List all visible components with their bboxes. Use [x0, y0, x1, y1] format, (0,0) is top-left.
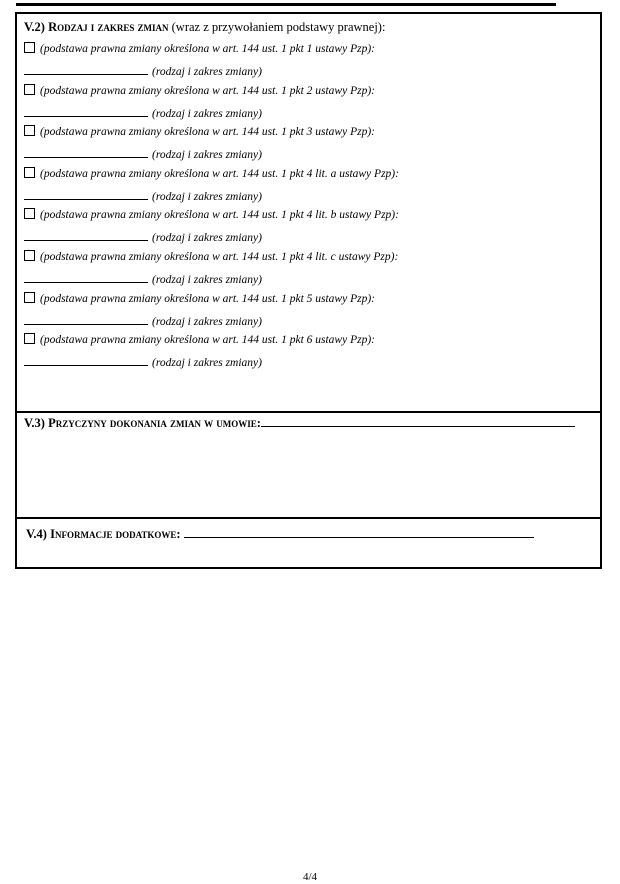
section-v3-number: V.3) [24, 416, 45, 430]
legal-basis-checkbox[interactable] [24, 333, 35, 344]
change-scope-fill-line[interactable] [24, 63, 148, 75]
legal-basis-checkbox[interactable] [24, 250, 35, 261]
change-scope-fill-line[interactable] [24, 105, 148, 117]
section-v4-title: Informacje dodatkowe: [50, 527, 181, 541]
change-scope-row [24, 354, 262, 369]
legal-basis-checkbox[interactable] [24, 292, 35, 303]
page-number: 4/4 [302, 871, 318, 883]
legal-basis-checkbox[interactable] [24, 167, 35, 178]
change-scope-label: (rodzaj i zakres zmiany) [152, 66, 262, 78]
legal-basis-checkbox[interactable] [24, 208, 35, 219]
legal-basis-label: (podstawa prawna zmiany określona w art. 144 ust. 1 pkt 4 lit. a ustawy Pzp): [40, 167, 399, 180]
legal-basis-row [24, 292, 375, 305]
legal-basis-row [24, 84, 375, 97]
change-scope-row [24, 146, 262, 161]
legal-basis-label: (podstawa prawna zmiany określona w art. 144 ust. 1 pkt 2 ustawy Pzp): [40, 84, 375, 97]
change-scope-row [24, 313, 262, 328]
change-scope-fill-line[interactable] [24, 229, 148, 241]
section-v3 [15, 411, 602, 519]
section-v2-note: (wraz z przywołaniem podstawy prawnej): [171, 20, 386, 34]
section-v4 [15, 517, 602, 569]
section-v2-title: Rodzaj i zakres zmian [48, 20, 169, 34]
legal-basis-row [24, 333, 375, 346]
legal-basis-row [24, 250, 398, 263]
legal-basis-row [24, 125, 375, 138]
legal-basis-row [24, 42, 375, 55]
section-v2-heading [24, 20, 385, 35]
change-scope-fill-line[interactable] [24, 146, 148, 158]
change-scope-row [24, 188, 262, 203]
change-scope-row [24, 229, 262, 244]
reasons-fill-line[interactable] [261, 416, 575, 427]
change-scope-label: (rodzaj i zakres zmiany) [152, 315, 262, 328]
change-scope-label: (rodzaj i zakres zmiany) [152, 190, 262, 203]
legal-basis-checkbox[interactable] [24, 42, 35, 53]
section-v4-heading [26, 527, 534, 542]
section-v2-number: V.2) [24, 20, 45, 34]
additional-info-fill-line[interactable] [184, 527, 534, 538]
legal-basis-label: (podstawa prawna zmiany określona w art. 144 ust. 1 pkt 6 ustawy Pzp): [40, 334, 375, 347]
legal-basis-label: (podstawa prawna zmiany określona w art. 144 ust. 1 pkt 5 ustawy Pzp): [40, 292, 375, 305]
legal-basis-checkbox[interactable] [24, 125, 35, 136]
change-scope-fill-line[interactable] [24, 188, 148, 200]
change-scope-label: (rodzaj i zakres zmiany) [152, 357, 262, 370]
section-v4-number: V.4) [26, 527, 47, 541]
legal-basis-label: (podstawa prawna zmiany określona w art. 144 ust. 1 pkt 4 lit. c ustawy Pzp): [40, 251, 399, 263]
change-scope-label: (rodzaj i zakres zmiany) [152, 107, 262, 120]
change-scope-label: (rodzaj i zakres zmiany) [152, 274, 262, 286]
change-scope-label: (rodzaj i zakres zmiany) [152, 232, 262, 245]
section-v3-heading [24, 416, 575, 431]
legal-basis-label: (podstawa prawna zmiany określona w art. 144 ust. 1 pkt 1 ustawy Pzp): [40, 43, 375, 55]
legal-basis-label: (podstawa prawna zmiany określona w art. 144 ust. 1 pkt 3 ustawy Pzp): [40, 126, 375, 139]
change-scope-label: (rodzaj i zakres zmiany) [152, 149, 262, 162]
change-scope-fill-line[interactable] [24, 313, 148, 325]
change-scope-row [24, 63, 262, 78]
change-scope-fill-line[interactable] [24, 271, 148, 283]
legal-basis-label: (podstawa prawna zmiany określona w art. 144 ust. 1 pkt 4 lit. b ustawy Pzp): [40, 209, 399, 222]
legal-basis-row [24, 167, 399, 180]
legal-basis-row [24, 208, 399, 221]
change-scope-fill-line[interactable] [24, 354, 148, 366]
section-v3-title: Przyczyny dokonania zmian w umowie: [48, 416, 261, 430]
legal-basis-checkbox[interactable] [24, 84, 35, 95]
change-scope-row [24, 271, 262, 286]
top-rule [16, 3, 556, 6]
section-v2 [15, 12, 602, 413]
change-scope-row [24, 105, 262, 120]
